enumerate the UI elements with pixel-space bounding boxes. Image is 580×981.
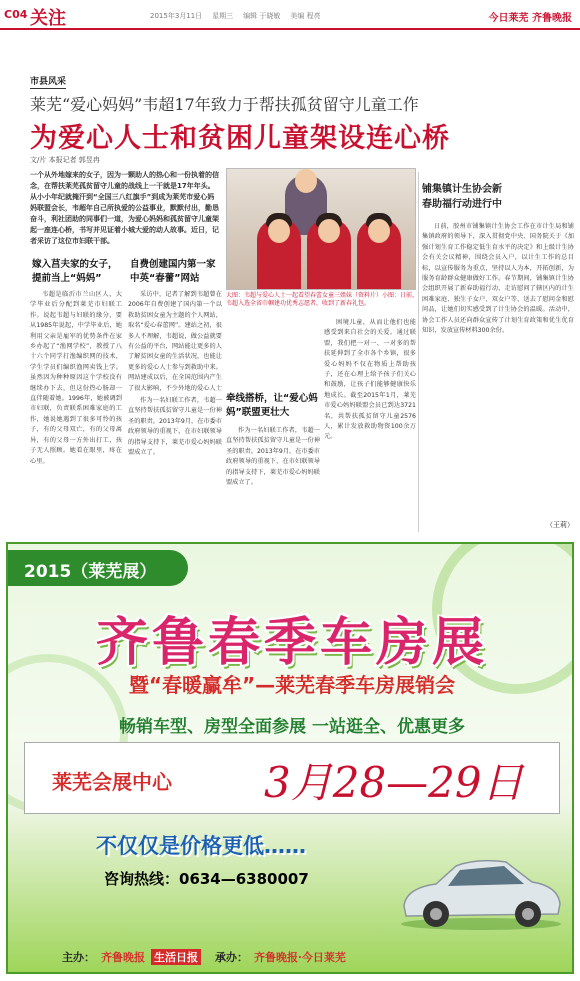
issue-date: 2015年3月11日 bbox=[150, 12, 203, 20]
col2-subheading: 牵线搭桥，让“爱心妈妈”联盟更壮大 bbox=[226, 393, 318, 418]
col1-body: 韦超是临沂市兰山区人，大学毕业后分配到莱芜市妇联工作。说起韦超与妇联的缘分，要从1985年说起，中学毕业后，她利用父亲是雇军的优势条件在家乡办起了“渔网学校”，教授了八十六个同学打渔编织网的技术，学生学员们编织渔网卖钱上学。虽然因为种种原因这个学校没有继续办下去，但这份热心肠却一直伴随着她。1996年，她被调到市妇联，负责联系困难家庭的工作，她说她遇到了很多可怜的孩子，有的父母双亡，有的父母离异，有的父母一方外出打工，孩子无人照顾。她看在眼里，疼在心里。 bbox=[30, 291, 122, 465]
designer: 美编 程亮 bbox=[290, 12, 321, 20]
article-title: 为爱心人士和贫困儿童架设连心桥 bbox=[30, 123, 450, 154]
article-byline: 文/片 本报记者 郭昱冉 bbox=[30, 156, 100, 164]
newspaper-brand: 今日莱芜 齐鲁晚报 bbox=[488, 13, 572, 24]
col2-body2: 作为一名妇联工作者，韦超一直坚持帮扶孤贫留守儿童是一份神圣的职责。2013年9月，在市委市政府领导的重视下，在市妇联领导的指导支持下，莱芜市爱心妈妈联盟成立了。 bbox=[226, 427, 320, 487]
weekday: 星期三 bbox=[212, 12, 234, 20]
host-logo-1: 齐鲁晚报 bbox=[101, 951, 145, 964]
col1-heading: 嫁入莒夫家的女子，提前当上“妈妈” bbox=[32, 259, 118, 284]
ad-organizers bbox=[62, 949, 346, 965]
article-subtitle: 莱芜“爱心妈妈”韦超17年致力于帮扶孤贫留守儿童工作 bbox=[30, 95, 419, 114]
col2-body-cont: 作为一名妇联工作者，韦超一直坚持帮扶孤贫留守儿童是一份神圣的职责。2013年9月，在市委市政府领导的重视下，在市妇联领导的指导支持下，莱芜市爱心妈妈联盟成立了。 bbox=[128, 397, 222, 457]
photo-caption: 大图：韦超与爱心人士一起看望春蕾女童三姐妹（资料片）小图：日前，韦超入选全省巾帼建功优秀志愿者，收到了新春礼包。 bbox=[226, 292, 419, 307]
col2-heading: 自费创建国内第一家中英“春蕾”网站 bbox=[130, 259, 216, 284]
ad-hotline: 咨询热线：0634—6380007 bbox=[104, 870, 309, 888]
ad-subtitle: 暨“春暖赢牟”—莱芜春季车房展销会 bbox=[128, 673, 456, 697]
ad-venue: 莱芜会展中心 bbox=[52, 770, 172, 794]
right-article-title: 铺集镇计生协会新春助福行动进行中 bbox=[422, 184, 502, 210]
right-article-credit: （王莉） bbox=[546, 521, 574, 529]
right-article-body: 日前，胶州市铺集镇计生协会工作在市计生局和铺集镇政府的领导下，深入贯彻党中央、国务院关于《加强计划生育工作稳定低生育水平的决定》和上级计生协会有关会议精神，围绕会员入户，以计生工作的总目标，以宣传服务为重点，坚持以人为本，开拓创新，为服务育龄群众健康做好工作。春节期间，铺集镇计生协会组织开展了新春助福行动，走访慰问了辖区内的计生困难家庭、独生子女户、双女户等，送去了慰问金和慰问品，让她们切实感受到了计生协会的温暖。活动中，协会工作人员还向群众宣传了计划生育政策和优生优育知识，发放宣传材料300余份。 bbox=[422, 223, 574, 335]
page-number: C04 bbox=[4, 8, 28, 21]
editor: 编辑 于晓敏 bbox=[243, 12, 281, 20]
ad-dates: 3月28—29日 bbox=[264, 758, 524, 807]
col2-body: 采访中，记者了解到韦超曾在2006年自费创建了国内第一个以救助贫困女童为主题的个人网站，取名“爱心春蕾网”。建站之初，很多人不理解，韦超说，做公益就要有公益的平台，网站能让更多的人了解贫困女童的生活状况，也能让更多的爱心人士参与到救助中来。网站建成以后，在全国范围内产生了很大影响，不少外地的爱心人士 bbox=[128, 291, 222, 392]
column-label: 市县风采 bbox=[30, 74, 66, 89]
advertisement bbox=[6, 542, 574, 974]
page-header bbox=[0, 0, 580, 30]
article-photo bbox=[226, 168, 416, 290]
host-logo-2: 生活日报 bbox=[151, 949, 201, 965]
section-title: 关注 bbox=[30, 8, 66, 29]
col3-body: 困境儿童，从而让他们也能感受到来自社会的关爱。通过联盟，我们把一对一、一对多的帮扶延伸到了全市各个乡镇，很多爱心妈妈不仅在物质上帮助孩子，还在心理上给予孩子们关心和鼓励，让孩子们能够健康快乐地成长。截至2015年1月，莱芜市爱心妈妈联盟会员已到达3721名，共帮扶孤贫留守儿童2576人，累计发放救助物资100余万元。 bbox=[324, 319, 416, 441]
undertake-label: 承办： bbox=[215, 951, 248, 964]
ad-title: 齐鲁春季车房展 bbox=[95, 612, 488, 673]
article-lead: 一个从外地嫁来的女子，因为一颗助人的热心和一份执着的信念，在帮扶莱芜孤贫留守儿童的战线上一干就是17年年头。从小小年纪就掩汗到“全国三八红旗手”到成为莱芜市爱心妈妈联盟会长，韦超年自己所执爱的公益事业，默默付出，勤恳奋斗，利社团助的同事们一道，为爱心妈妈和孤贫留守儿童架起一座连心桥，书写并见证着小城大爱的动人故事。近日，记者采访了这位市妇联干部。 bbox=[30, 171, 219, 245]
host-label: 主办： bbox=[62, 951, 95, 964]
undertake-logo: 齐鲁晚报·今日莱芜 bbox=[254, 951, 346, 964]
car-icon bbox=[396, 844, 566, 932]
ad-year-banner: 2015（莱芜展） bbox=[8, 550, 188, 586]
header-meta bbox=[150, 11, 321, 21]
ad-features: 畅销车型、房型全面参展 一站逛全、优惠更多 bbox=[119, 717, 465, 737]
ad-slogan: 不仅仅是价格更低…… bbox=[96, 834, 306, 858]
column-divider bbox=[418, 172, 419, 532]
